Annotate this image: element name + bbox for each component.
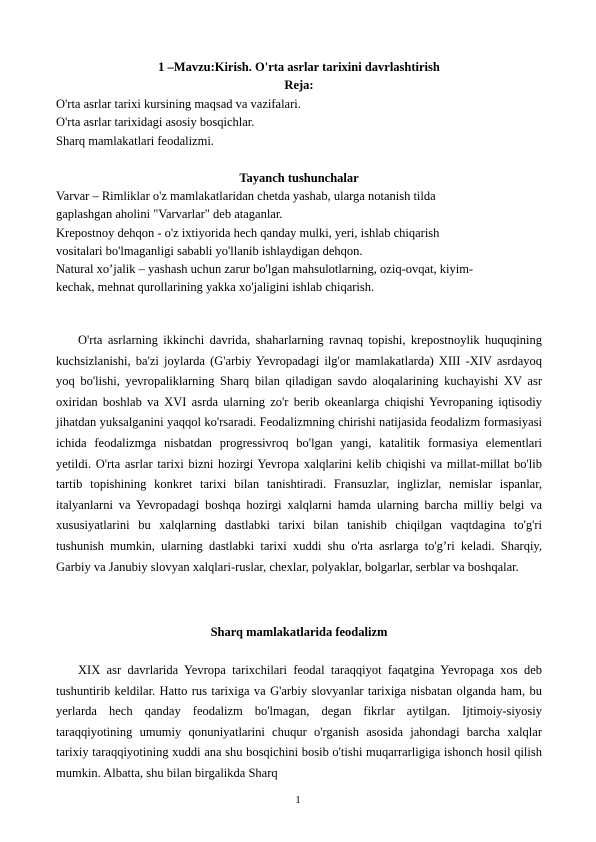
concept-line: kechak, mehnat qurollarining yakka xo'jaligini ishlab chiqarish. <box>56 280 375 295</box>
concept-line: vositalari bo'lmaganligi sababli yo'llanib ishlaydigan dehqon. <box>56 243 363 258</box>
concepts-list <box>56 187 542 297</box>
plan-item: Sharq mamlakatlari feodalizmi. <box>56 133 214 148</box>
concept-line: Krepostnoy dehqon - o'z ixtiyorida hech qanday mulki, yeri, ishlab chiqarish <box>56 225 440 240</box>
page-number: 1 <box>295 794 301 806</box>
body-paragraph: XIX asr davrlarida Yevropa tarixchilari feodal taraqqiyot faqatgina Yevropaga xos deb tushuntirib keldilar. Hatto rus tarixiga va G'arbiy slovyanlar tarixiga nisbatan olganda ham, bu yerlarda hech qanday feodalizm bo'lmagan, degan fikrlar aytilgan. Ijtimoiy-siyosiy taraqqiyotining umumiy qonuniyatlarini chuqur o'rganish asosida jahondagi barcha xalqlar tarixiy taraqqiyotining xuddi ana shu bosqichini bosib o'tishi muqarrarligiga ishonch hosil qilish mumkin. Albatta, shu bilan birgalikda Sharq <box>56 663 542 780</box>
plan-list <box>56 95 542 150</box>
concept-line: Natural xo’jalik – yashash uchun zarur bo'lgan mahsulotlarning, oziq-ovqat, kiyim- <box>56 262 474 277</box>
document-title: 1 –Mavzu:Kirish. O'rta asrlar tarixini davrlashtirish <box>158 60 440 74</box>
body-paragraph: O'rta asrlarning ikkinchi davrida, shaharlarning ravnaq topishi, krepostnoylik huquqining kuchsizlanishi, ba'zi joylarda (G'arbiy Yevropadagi ilg'or mamlakatlarda) XIII -XIV asrdayoq yoq bo'lishi, yevropaliklarning Sharq bilan qiladigan savdo aloqalarining kuchayishi XV asr oxiridan boshlab va XVI asrda ularning zo'r berib okeanlarga chiqishi Yevropaning iqtisodiy jihatdan yuksalganini yaqqol ko'rsaradi. Feodalizmning chirishi natijasida feodalizm formasiyasi ichida feodalizmga nisbatdan progressivroq bo'lgan yangi, katalitik formasiya elementlari yetildi. O'rta asrlar tarixi bizni hozirgi Yevropa xalqlarini kelib chiqishi va millat-millat bo'lib tartib topishining konkret tarixi bilan tanishtiradi. Fransuzlar, inglizlar, nemislar ispanlar, italyanlarni va Yevropadagi boshqa hozirgi xalqlarni hamda ularning barcha milliy belgi va xususiyatlarini bu xalqlarning dastlabki tarixi bilan tanishib chiqilgan vaqtdagina to'g'ri tushunish mumkin, ularning dastlabki tarixi xuddi shu o'rta asrlarga to'g’ri keladi. Sharqiy, Garbiy va Janubiy slovyan xalqlari-ruslar, chexlar, polyaklar, bolgarlar, serblar va boshqalar. <box>56 333 542 574</box>
plan-heading: Reja: <box>284 78 314 92</box>
concept-line: gaplashgan aholini "Varvarlar" deb ataganlar. <box>56 207 283 222</box>
plan-item: O'rta asrlar tarixi kursining maqsad va vazifalari. <box>56 97 301 111</box>
concept-line: Varvar – Rimliklar o'z mamlakatlaridan chetda yashab, ularga notanish tilda <box>56 189 436 203</box>
concepts-heading: Tayanch tushunchalar <box>239 171 359 185</box>
plan-item: O'rta asrlar tarixidagi asosiy bosqichlar. <box>56 115 255 130</box>
section-heading: Sharq mamlakatlarida feodalizm <box>210 625 388 639</box>
